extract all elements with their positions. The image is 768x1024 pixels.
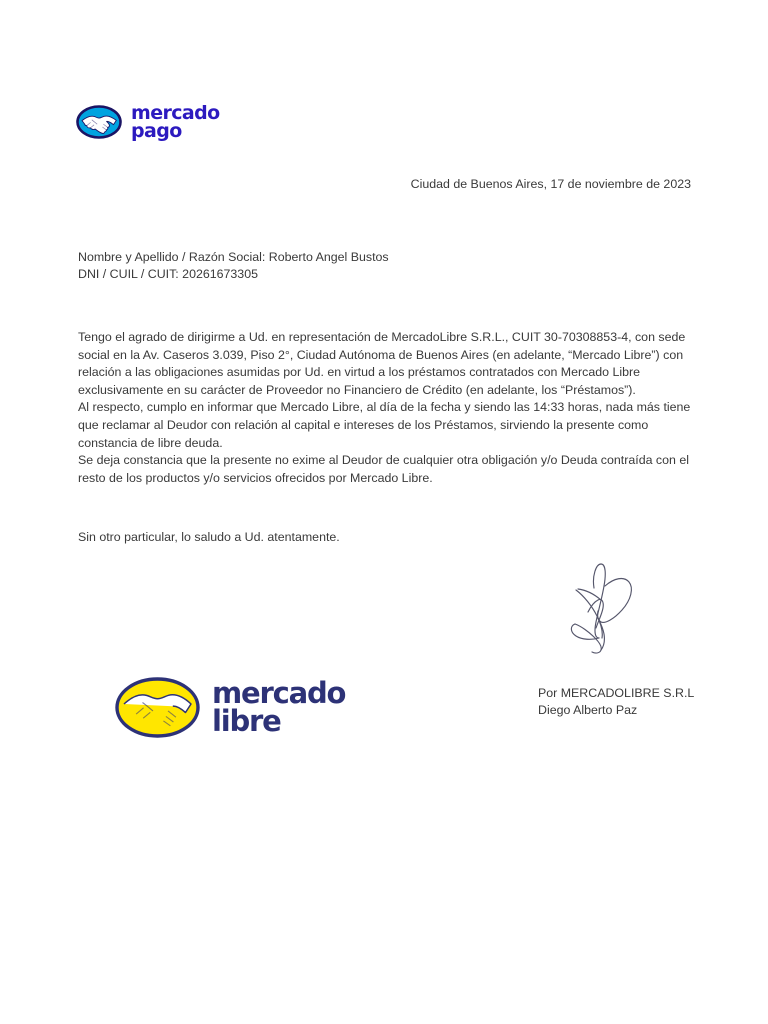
mercado-pago-wordmark bbox=[131, 102, 220, 143]
body-paragraph-1: Tengo el agrado de dirigirme a Ud. en representación de MercadoLibre S.R.L., CUIT 30-70308853-4, con sede social en la Av. Caseros 3.039, Piso 2°, Ciudad Autónoma de Buenos Aires (en adelante, “Mercado Libre”) con relación a las obligaciones asumidas por Ud. en virtud a los préstamos contratados con Mercado Libre exclusivamente en su carácter de Proveedor no Financiero de Crédito (en adelante, los “Préstamos”). bbox=[78, 330, 686, 397]
recipient-identification: DNI / CUIL / CUIT: 20261673305 bbox=[78, 267, 258, 281]
mercado-libre-logo bbox=[114, 676, 345, 739]
mercado-libre-handshake-icon bbox=[114, 676, 201, 739]
body-paragraph-2: Al respecto, cumplo en informar que Mercado Libre, al día de la fecha y siendo las 14:33 horas, nada más tiene que reclamar al Deudor con relación al capital e intereses de los Préstamos, sirviendo la presente como constancia de libre deuda. bbox=[78, 400, 691, 450]
body-paragraph-3: Se deja constancia que la presente no exime al Deudor de cualquier otra obligación y/o Deuda contraída con el resto de los productos y/o servicios ofrecidos por Mercado Libre. bbox=[78, 453, 689, 485]
document-body bbox=[78, 329, 694, 487]
closing-salutation: Sin otro particular, lo saludo a Ud. atentamente. bbox=[78, 530, 340, 544]
mercado-libre-wordmark bbox=[212, 675, 346, 738]
signatory-company: Por MERCADOLIBRE S.R.L bbox=[538, 686, 695, 700]
recipient-name: Nombre y Apellido / Razón Social: Roberto Angel Bustos bbox=[78, 250, 389, 264]
signatory-block bbox=[538, 685, 694, 719]
signatory-name: Diego Alberto Paz bbox=[538, 703, 638, 717]
mercado-pago-wordmark-line1: mercado bbox=[131, 102, 220, 124]
document-date-line: Ciudad de Buenos Aires, 17 de noviembre de 2023 bbox=[410, 177, 691, 191]
mercado-libre-wordmark-line2: libre bbox=[212, 703, 281, 738]
mercado-pago-wordmark-line2: pago bbox=[131, 120, 182, 143]
mercado-libre-wordmark-line1: mercado bbox=[212, 675, 346, 710]
recipient-block bbox=[78, 249, 389, 283]
mercado-pago-handshake-icon bbox=[76, 105, 122, 139]
mercado-pago-logo bbox=[76, 102, 220, 143]
handwritten-signature-icon bbox=[548, 556, 678, 666]
